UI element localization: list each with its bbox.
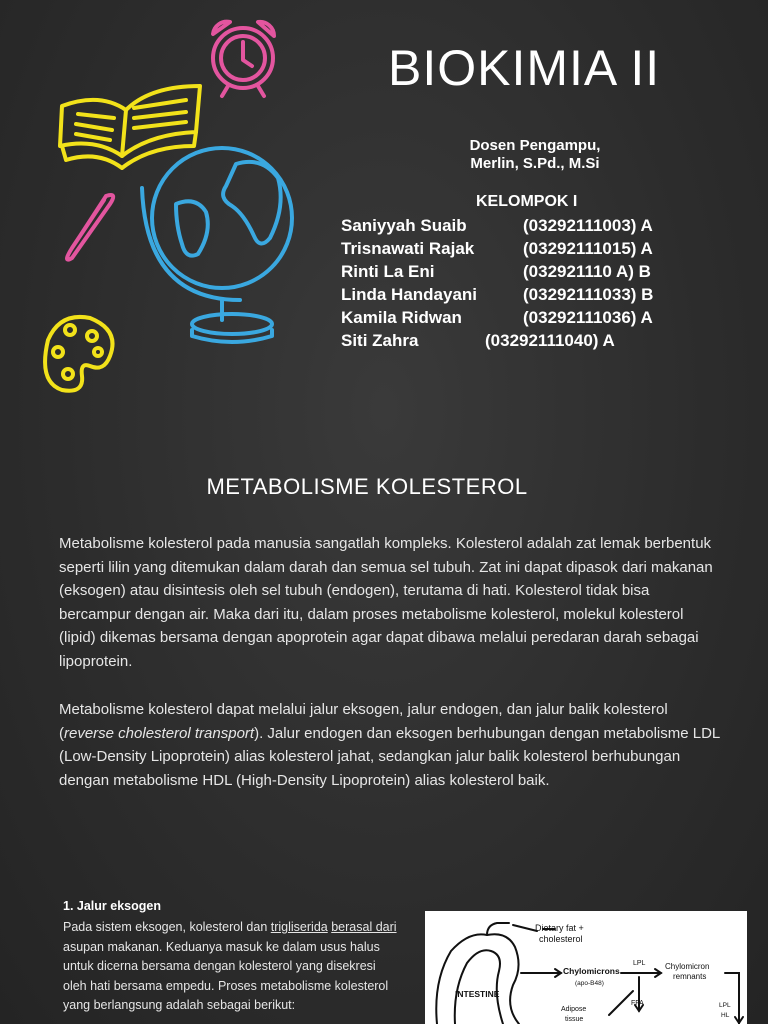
label-intestine: INTESTINE: [455, 989, 500, 999]
member-row: [341, 285, 653, 305]
exogenous-pathway-diagram: [425, 911, 747, 1024]
member-id: (03292111033) B: [523, 285, 654, 304]
label-remnants-2: remnants: [673, 972, 707, 981]
member-name: Kamila Ridwan: [341, 308, 462, 327]
lecturer-label: Dosen Pengampu,: [469, 137, 601, 154]
label-lpl: LPL: [633, 960, 646, 967]
decorative-illustrations: [0, 0, 330, 420]
member-row: [341, 331, 615, 351]
member-id: (03292111040) A: [485, 331, 615, 350]
member-name: Rinti La Eni: [341, 262, 435, 281]
member-row: [341, 262, 651, 282]
member-row: [341, 216, 653, 236]
subsection-title: 1. Jalur eksogen: [63, 899, 161, 913]
paper-clip-icon: [67, 195, 113, 260]
label-remnants: Chylomicron: [665, 962, 710, 971]
paragraph-text: Metabolisme kolesterol dapat melalui jalur eksogen, jalur endogen, dan jalur balik kolesterol (: [59, 701, 668, 742]
member-name: Saniyyah Suaib: [341, 216, 467, 235]
subsection-text-part: Pada sistem eksogen, kolesterol dan: [63, 920, 271, 934]
member-name: Trisnawati Rajak: [341, 239, 475, 258]
label-adipose-2: tissue: [565, 1016, 584, 1023]
label-hl: HL: [721, 1012, 730, 1019]
member-name: Linda Handayani: [341, 285, 478, 304]
alarm-clock-icon: [213, 22, 274, 96]
pathways-paragraph: [59, 698, 724, 792]
label-chylomicrons: Chylomicrons: [563, 966, 620, 976]
label-adipose: Adipose: [561, 1006, 587, 1013]
page-title: BIOKIMIA II: [388, 40, 661, 96]
intro-paragraph: Metabolisme kolesterol pada manusia sangatlah kompleks. Kolesterol adalah zat lemak berbentuk seperti lilin yang ditemukan dalam darah dan semua sel tubuh. Zat ini dapat dipasok dari makanan (eksogen) atau disintesis oleh sel tubuh (endogen), terutama di hati. Kolesterol tidak bisa bercampur dengan air. Maka dari itu, dalam proses metabolisme kolesterol, molekul kolesterol (lipid) dikemas bersama dengan apoprotein agar dapat dibawa melalui peredaran darah sebagai lipoprotein.: [59, 535, 713, 670]
member-row: [341, 239, 653, 259]
lecturer-block: [430, 137, 640, 173]
lecturer-name: Merlin, S.Pd., M.Si: [470, 155, 600, 172]
section-title: METABOLISME KOLESTEROL: [206, 474, 528, 499]
member-id: (032921110 A) B: [523, 262, 651, 281]
paragraph-italic: reverse cholesterol transport: [64, 724, 255, 742]
paragraph-text: ). Jalur endogen dan eksogen berhubungan dengan metabolisme LDL (Low-Density Lipoprotein) alias kolesterol jahat, sedangkan jalur balik kolesterol berhubungan dengan metabolisme HDL (High-Density Lipoprotein) alias kolesterol baik.: [59, 724, 720, 789]
globe-icon: [142, 148, 292, 342]
link-berasal-dari[interactable]: berasal dari: [331, 920, 397, 934]
member-id: (03292111036) A: [523, 308, 653, 327]
palette-icon: [45, 317, 112, 391]
subsection-text-part: asupan makanan. Keduanya masuk ke dalam usus halus untuk dicerna bersama dengan kolesterol yang disekresi oleh hati bersama empedu. Proses metabolisme kolesterol yang berlangsung adalah sebagai berikut:: [63, 939, 389, 1012]
label-ffa: FFA: [631, 1000, 644, 1007]
open-book-icon: [60, 86, 200, 168]
label-lpl-2: LPL: [719, 1002, 731, 1009]
label-dietary-2: cholesterol: [539, 934, 583, 944]
group-heading: KELOMPOK I: [476, 193, 578, 210]
label-dietary: Dietary fat +: [535, 923, 584, 933]
label-apo: (apo-B48): [575, 980, 604, 987]
member-id: (03292111015) A: [523, 239, 653, 258]
diagram-svg: [425, 911, 747, 1024]
link-trigliserida[interactable]: trigliserida: [270, 920, 328, 934]
member-name: Siti Zahra: [341, 331, 419, 350]
subsection-text: [63, 918, 401, 1016]
member-row: [341, 308, 653, 328]
member-id: (03292111003) A: [523, 216, 653, 235]
